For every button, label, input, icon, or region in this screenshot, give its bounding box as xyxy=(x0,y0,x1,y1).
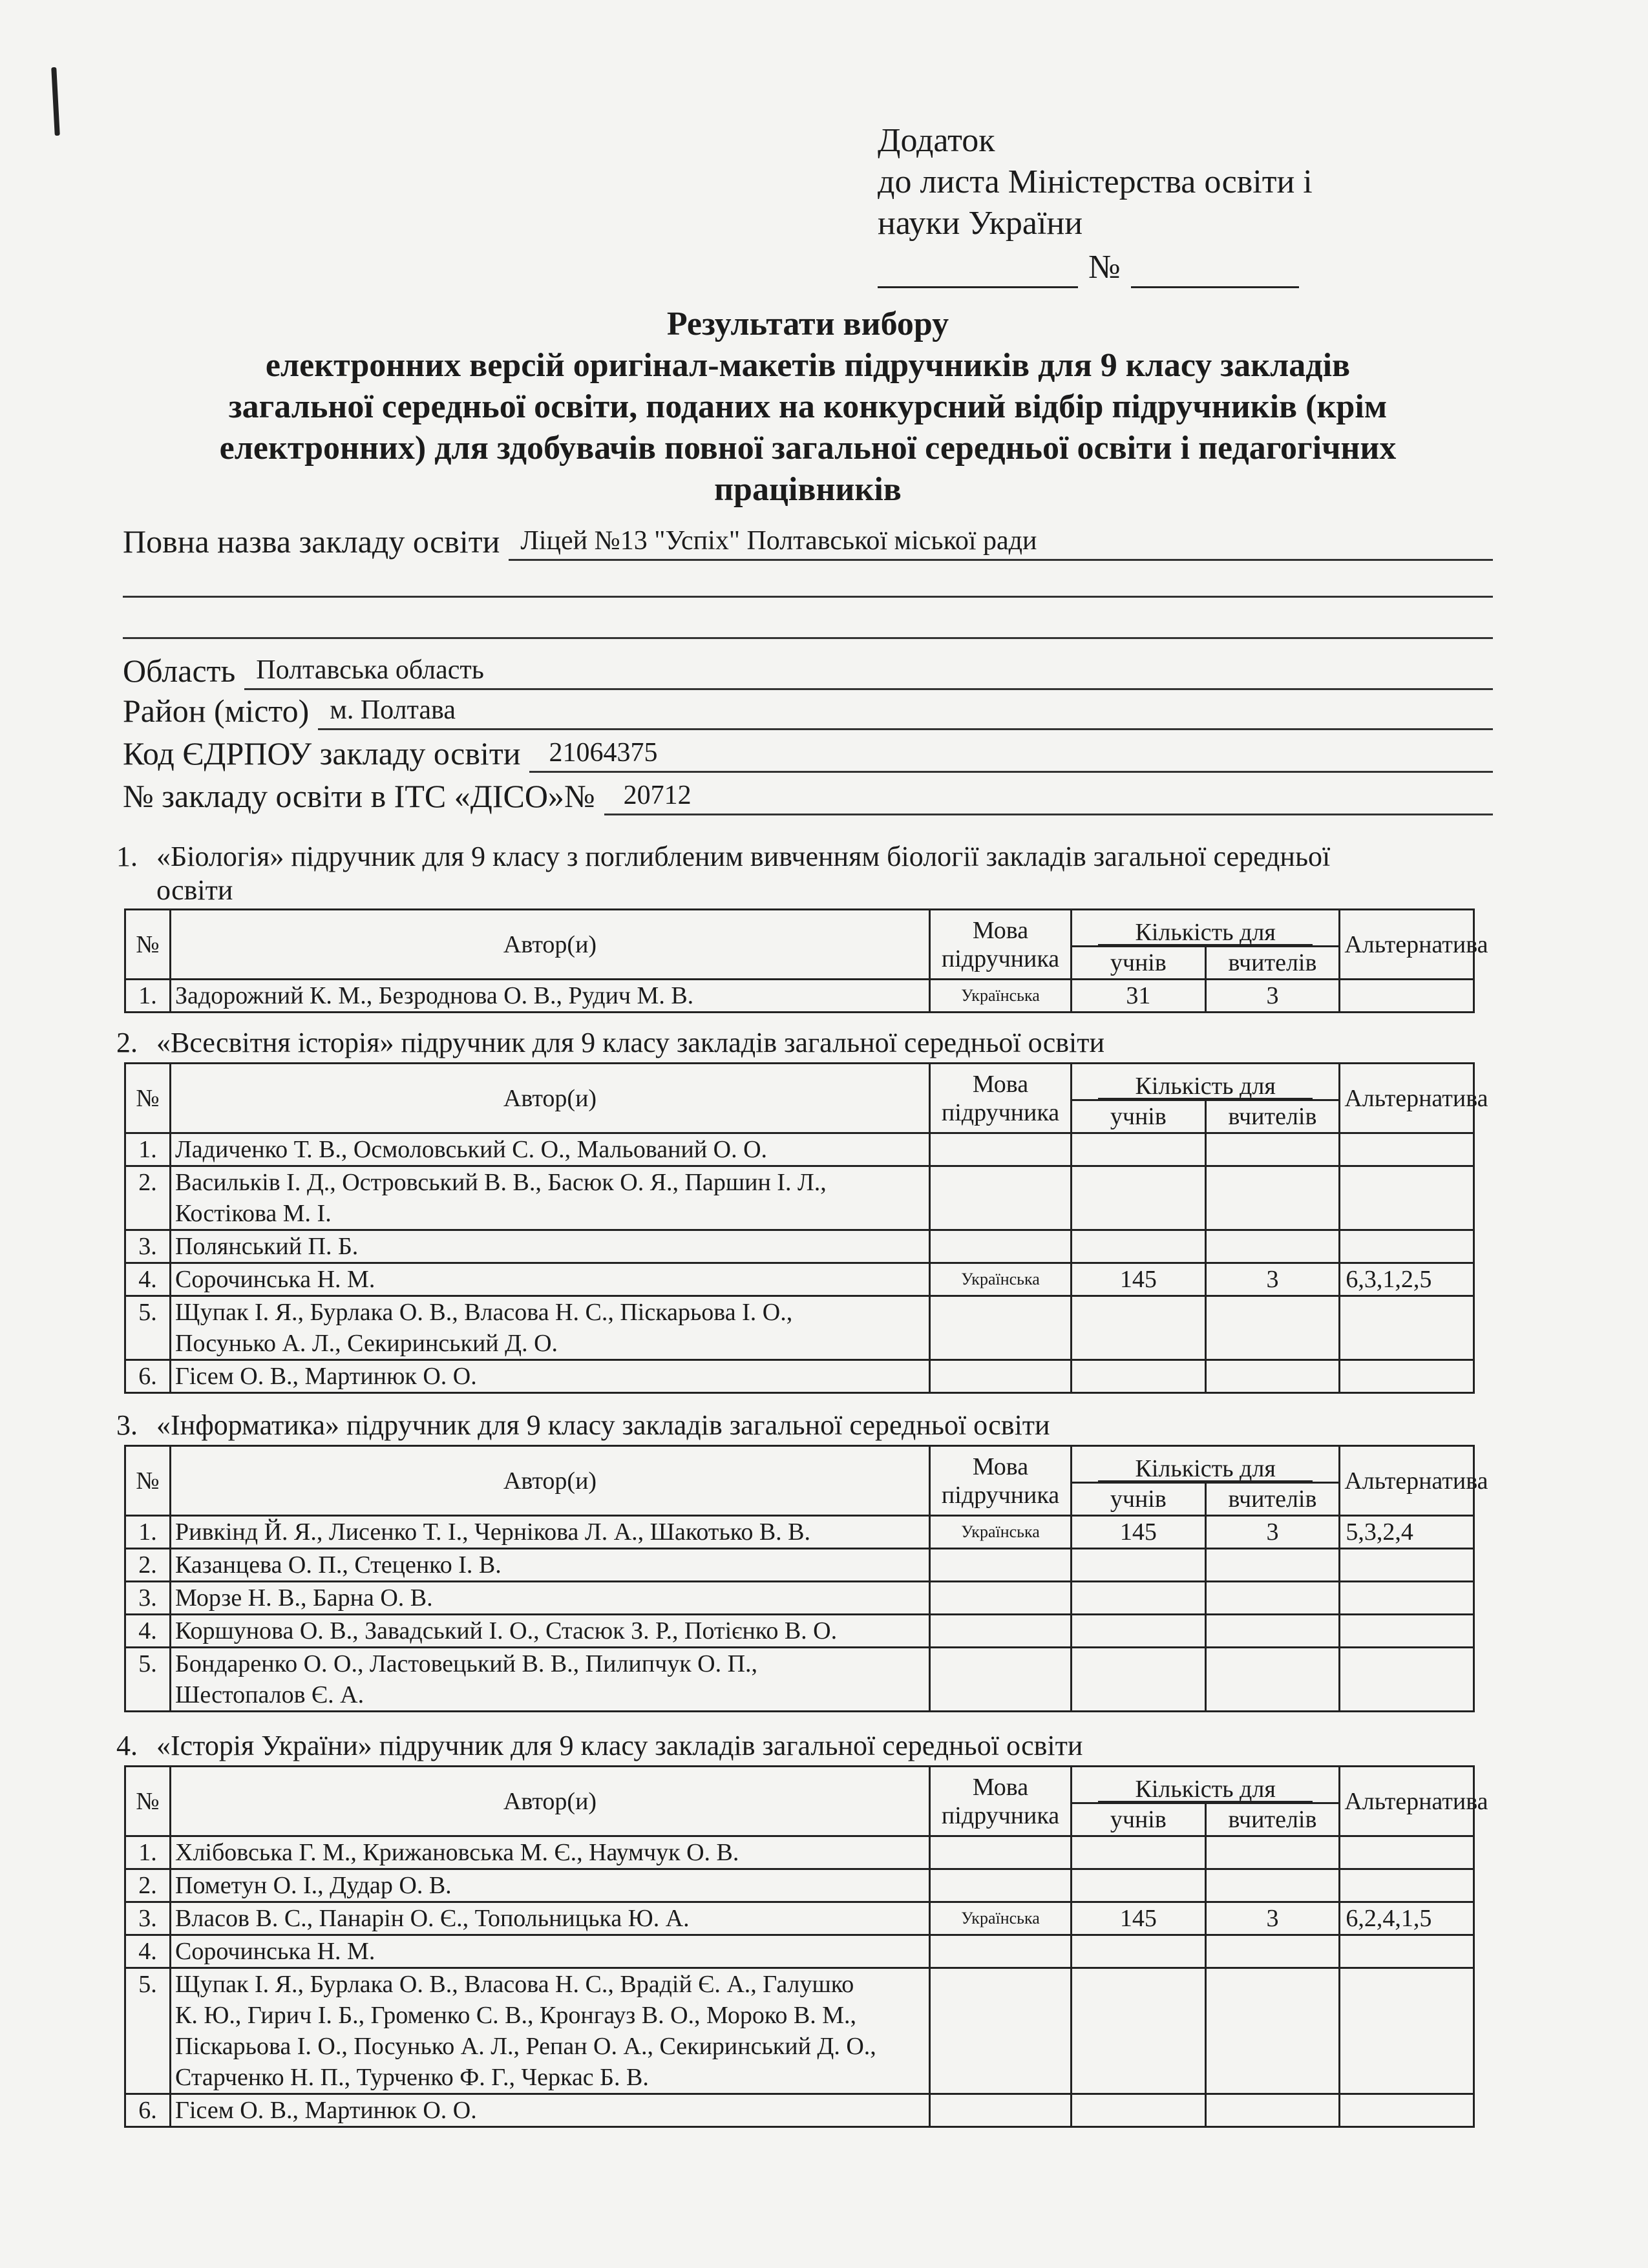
row-language[interactable]: Українська xyxy=(930,980,1072,1013)
table-row xyxy=(125,1516,1474,1549)
blank-line xyxy=(123,637,1493,639)
col-header-language-l2: підручника xyxy=(941,945,1060,972)
table-row xyxy=(125,1582,1474,1615)
row-number: 1. xyxy=(125,1133,171,1166)
row-authors: Пометун О. І., Дудар О. В. xyxy=(171,1869,930,1902)
author-line: Васильків І. Д., Островський В. В., Басюк О. Я., Паршин І. Л., xyxy=(175,1169,827,1196)
row-pupils[interactable]: 145 xyxy=(1072,1263,1206,1296)
row-alternative[interactable] xyxy=(1340,1582,1474,1615)
row-alternative[interactable] xyxy=(1340,1869,1474,1902)
title-line: загальної середньої освіти, поданих на конкурсний відбір підручників (крім xyxy=(228,388,1388,425)
col-header-quantity-label: Кількість для xyxy=(1098,1778,1313,1802)
row-number: 6. xyxy=(125,2094,171,2127)
row-authors: Хлібовська Г. М., Крижановська М. Є., Наумчук О. В. xyxy=(171,1836,930,1869)
col-header-language xyxy=(930,1767,1072,1836)
row-number: 2. xyxy=(125,1869,171,1902)
row-pupils[interactable] xyxy=(1072,1968,1206,2094)
col-header-author: Автор(и) xyxy=(171,1064,930,1133)
title-line: електронних) для здобувачів повної загальної середньої освіти і педагогічних xyxy=(219,430,1397,467)
school-name-value[interactable]: Ліцей №13 "Успіх" Полтавської міської ради xyxy=(509,523,1493,561)
row-pupils[interactable] xyxy=(1072,1615,1206,1648)
edrpou-label: Код ЄДРПОУ закладу освіти xyxy=(123,735,521,772)
author-line: Щупак І. Я., Бурлака О. В., Власова Н. С., Піскарьова І. О., xyxy=(175,1299,793,1326)
row-number: 4. xyxy=(125,1615,171,1648)
table-row xyxy=(125,1902,1474,1935)
row-teachers[interactable]: 3 xyxy=(1205,980,1340,1013)
row-language[interactable] xyxy=(930,1648,1072,1712)
title-line: електронних версій оригінал-макетів підручників для 9 класу закладів xyxy=(265,347,1351,384)
school-name-field xyxy=(123,522,1493,561)
itc-label: № закладу освіти в ІТС «ДІСО»№ xyxy=(123,778,595,814)
itc-value[interactable]: 20712 xyxy=(604,777,1493,815)
row-pupils[interactable] xyxy=(1072,1549,1206,1582)
row-authors xyxy=(171,1648,930,1712)
row-teachers[interactable] xyxy=(1205,1869,1340,1902)
row-authors: Задорожний К. М., Безроднова О. В., Рудич М. В. xyxy=(171,980,930,1013)
author-line: Шестопалов Є. А. xyxy=(175,1681,364,1708)
col-header-quantity xyxy=(1072,1064,1340,1100)
row-alternative[interactable]: 5,3,2,4 xyxy=(1340,1516,1474,1549)
col-header-author: Автор(и) xyxy=(171,1767,930,1836)
row-teachers[interactable]: 3 xyxy=(1205,1902,1340,1935)
row-pupils[interactable] xyxy=(1072,1582,1206,1615)
row-alternative[interactable] xyxy=(1340,1133,1474,1166)
document-title xyxy=(103,304,1512,510)
blank-line xyxy=(123,596,1493,598)
table-row xyxy=(125,2094,1474,2127)
row-language[interactable]: Українська xyxy=(930,1516,1072,1549)
row-teachers[interactable]: 3 xyxy=(1205,1263,1340,1296)
row-authors: Коршунова О. В., Завадський І. О., Стасюк З. Р., Потієнко В. О. xyxy=(171,1615,930,1648)
row-teachers[interactable] xyxy=(1205,1166,1340,1230)
row-teachers[interactable] xyxy=(1205,2094,1340,2127)
col-header-num: № xyxy=(125,1446,171,1516)
col-header-pupils: учнів xyxy=(1072,1483,1206,1516)
row-number: 1. xyxy=(125,1516,171,1549)
row-alternative[interactable] xyxy=(1340,1648,1474,1712)
author-line: К. Ю., Гирич І. Б., Громенко С. В., Кронгауз В. О., Мороко В. М., xyxy=(175,2002,857,2029)
table-row xyxy=(125,1133,1474,1166)
row-teachers[interactable]: 3 xyxy=(1205,1516,1340,1549)
table-row xyxy=(125,1166,1474,1230)
row-alternative[interactable] xyxy=(1340,1615,1474,1648)
row-number: 2. xyxy=(125,1549,171,1582)
registration-line xyxy=(878,247,1313,288)
section-title xyxy=(116,840,1330,907)
author-line: Старченко Н. П., Турченко Ф. Г., Черкас Б. В. xyxy=(175,2064,649,2091)
row-language[interactable] xyxy=(930,1836,1072,1869)
region-value[interactable]: Полтавська область xyxy=(244,652,1493,690)
row-alternative[interactable] xyxy=(1340,980,1474,1013)
row-authors: Ладиченко Т. В., Осмоловський С. О., Мальований О. О. xyxy=(171,1133,930,1166)
row-authors xyxy=(171,1166,930,1230)
section-title xyxy=(116,1729,1083,1763)
row-number: 4. xyxy=(125,1935,171,1968)
row-number: 5. xyxy=(125,1296,171,1360)
row-teachers[interactable] xyxy=(1205,1968,1340,2094)
section-title-text: «Інформатика» підручник для 9 класу закладів загальної середньої освіти xyxy=(156,1409,1050,1441)
number-sign: № xyxy=(1088,249,1121,286)
row-pupils[interactable] xyxy=(1072,1296,1206,1360)
region-field xyxy=(123,651,1493,690)
col-header-quantity xyxy=(1072,1767,1340,1803)
itc-field xyxy=(123,777,1493,815)
row-teachers[interactable] xyxy=(1205,1648,1340,1712)
row-teachers[interactable] xyxy=(1205,1935,1340,1968)
section-number: 3. xyxy=(116,1409,138,1441)
row-number: 3. xyxy=(125,1902,171,1935)
row-number: 2. xyxy=(125,1166,171,1230)
col-header-quantity xyxy=(1072,910,1340,947)
row-number: 6. xyxy=(125,1360,171,1393)
district-field xyxy=(123,691,1493,730)
row-teachers[interactable] xyxy=(1205,1549,1340,1582)
row-language[interactable] xyxy=(930,1230,1072,1263)
col-header-quantity-label: Кількість для xyxy=(1098,1075,1313,1099)
row-number: 4. xyxy=(125,1263,171,1296)
district-value[interactable]: м. Полтава xyxy=(318,692,1493,730)
col-header-pupils: учнів xyxy=(1072,1803,1206,1836)
table-row xyxy=(125,1230,1474,1263)
table-row xyxy=(125,1296,1474,1360)
row-teachers[interactable] xyxy=(1205,1360,1340,1393)
row-alternative[interactable]: 6,3,1,2,5 xyxy=(1340,1263,1474,1296)
author-line: Щупак І. Я., Бурлака О. В., Власова Н. С., Врадій Є. А., Галушко xyxy=(175,1971,854,1998)
table-row xyxy=(125,1615,1474,1648)
row-teachers[interactable] xyxy=(1205,1230,1340,1263)
row-alternative[interactable]: 6,2,4,1,5 xyxy=(1340,1902,1474,1935)
row-language[interactable]: Українська xyxy=(930,1263,1072,1296)
author-line: Посунько А. Л., Секиринський Д. О. xyxy=(175,1330,558,1357)
row-alternative[interactable] xyxy=(1340,1166,1474,1230)
col-header-alternative: Альтернатива xyxy=(1340,1767,1474,1836)
col-header-language-l1: Мова xyxy=(972,1453,1029,1480)
col-header-author: Автор(и) xyxy=(171,910,930,980)
col-header-quantity-label: Кількість для xyxy=(1098,1457,1313,1482)
row-language[interactable] xyxy=(930,1935,1072,1968)
row-teachers[interactable] xyxy=(1205,1133,1340,1166)
col-header-language xyxy=(930,1064,1072,1133)
section-number: 2. xyxy=(116,1027,138,1058)
row-language[interactable] xyxy=(930,1133,1072,1166)
row-number: 3. xyxy=(125,1230,171,1263)
section-title xyxy=(116,1409,1050,1442)
col-header-teachers: вчителів xyxy=(1205,1100,1340,1133)
col-header-author: Автор(и) xyxy=(171,1446,930,1516)
row-teachers[interactable] xyxy=(1205,1836,1340,1869)
col-header-num: № xyxy=(125,1064,171,1133)
row-pupils[interactable] xyxy=(1072,2094,1206,2127)
col-header-pupils: учнів xyxy=(1072,947,1206,980)
section-number: 4. xyxy=(116,1730,138,1761)
col-header-teachers: вчителів xyxy=(1205,1803,1340,1836)
edrpou-value[interactable]: 21064375 xyxy=(529,735,1493,773)
row-pupils[interactable]: 145 xyxy=(1072,1516,1206,1549)
appendix-block xyxy=(878,120,1313,288)
row-language[interactable] xyxy=(930,1615,1072,1648)
row-language[interactable] xyxy=(930,1582,1072,1615)
col-header-language-l2: підручника xyxy=(941,1098,1060,1126)
row-language[interactable] xyxy=(930,1360,1072,1393)
section-title-text: «Біологія» підручник для 9 класу з поглибленим вивченням біології закладів загальної середньої xyxy=(156,841,1331,872)
title-line: працівників xyxy=(714,471,902,508)
section-title-text: «Всесвітня історія» підручник для 9 класу закладів загальної середньої освіти xyxy=(156,1027,1105,1058)
col-header-language-l1: Мова xyxy=(972,1070,1029,1098)
row-pupils[interactable] xyxy=(1072,1230,1206,1263)
row-authors: Гісем О. В., Мартинюк О. О. xyxy=(171,2094,930,2127)
row-number: 3. xyxy=(125,1582,171,1615)
author-line: Піскарьова І. О., Посунько А. Л., Репан О. А., Секиринський Д. О., xyxy=(175,2033,876,2060)
row-number: 5. xyxy=(125,1968,171,2094)
row-alternative[interactable] xyxy=(1340,1230,1474,1263)
table-row xyxy=(125,980,1474,1013)
table-row xyxy=(125,1935,1474,1968)
row-language[interactable] xyxy=(930,1968,1072,2094)
row-pupils[interactable] xyxy=(1072,1133,1206,1166)
appendix-line: науки України xyxy=(878,205,1083,242)
section-title xyxy=(116,1026,1104,1060)
row-number: 1. xyxy=(125,1836,171,1869)
col-header-pupils: учнів xyxy=(1072,1100,1206,1133)
col-header-teachers: вчителів xyxy=(1205,947,1340,980)
row-authors: Сорочинська Н. М. xyxy=(171,1263,930,1296)
col-header-quantity xyxy=(1072,1446,1340,1483)
row-authors: Полянський П. Б. xyxy=(171,1230,930,1263)
title-line: Результати вибору xyxy=(666,306,949,342)
author-line: Костікова М. І. xyxy=(175,1200,332,1227)
row-alternative[interactable] xyxy=(1340,1360,1474,1393)
col-header-language xyxy=(930,910,1072,980)
col-header-language-l1: Мова xyxy=(972,916,1029,944)
table-row xyxy=(125,1869,1474,1902)
edrpou-field xyxy=(123,734,1493,773)
row-language[interactable]: Українська xyxy=(930,1902,1072,1935)
school-name-label: Повна назва закладу освіти xyxy=(123,523,500,560)
section-number: 1. xyxy=(116,841,138,872)
col-header-alternative: Альтернатива xyxy=(1340,910,1474,980)
col-header-teachers: вчителів xyxy=(1205,1483,1340,1516)
row-language[interactable] xyxy=(930,2094,1072,2127)
row-alternative[interactable] xyxy=(1340,1935,1474,1968)
date-blank xyxy=(878,255,1078,288)
row-language[interactable] xyxy=(930,1166,1072,1230)
row-language[interactable] xyxy=(930,1296,1072,1360)
textbook-table xyxy=(124,1765,1488,2128)
row-authors: Власов В. С., Панарін О. Є., Топольницька Ю. А. xyxy=(171,1902,930,1935)
col-header-num: № xyxy=(125,1767,171,1836)
row-alternative[interactable] xyxy=(1340,1296,1474,1360)
row-alternative[interactable] xyxy=(1340,1836,1474,1869)
col-header-num: № xyxy=(125,910,171,980)
row-authors: Гісем О. В., Мартинюк О. О. xyxy=(171,1360,930,1393)
row-pupils[interactable] xyxy=(1072,1935,1206,1968)
row-alternative[interactable] xyxy=(1340,2094,1474,2127)
margin-pen-mark xyxy=(51,67,60,136)
row-pupils[interactable] xyxy=(1072,1836,1206,1869)
row-language[interactable] xyxy=(930,1869,1072,1902)
appendix-line: до листа Міністерства освіти і xyxy=(878,163,1313,200)
table-row xyxy=(125,1968,1474,2094)
number-blank xyxy=(1131,255,1299,288)
row-alternative[interactable] xyxy=(1340,1968,1474,2094)
row-number: 5. xyxy=(125,1648,171,1712)
row-teachers[interactable] xyxy=(1205,1582,1340,1615)
textbook-table xyxy=(124,908,1488,1013)
textbook-table xyxy=(124,1062,1488,1394)
row-authors: Морзе Н. В., Барна О. В. xyxy=(171,1582,930,1615)
row-teachers[interactable] xyxy=(1205,1296,1340,1360)
col-header-quantity-label: Кількість для xyxy=(1098,921,1313,945)
row-language[interactable] xyxy=(930,1549,1072,1582)
row-number: 1. xyxy=(125,980,171,1013)
col-header-alternative: Альтернатива xyxy=(1340,1064,1474,1133)
row-pupils[interactable] xyxy=(1072,1648,1206,1712)
section-title-text: освіти xyxy=(156,874,233,906)
row-pupils[interactable] xyxy=(1072,1869,1206,1902)
row-pupils[interactable] xyxy=(1072,1360,1206,1393)
row-authors: Сорочинська Н. М. xyxy=(171,1935,930,1968)
col-header-language-l2: підручника xyxy=(941,1481,1060,1509)
row-pupils[interactable] xyxy=(1072,1166,1206,1230)
col-header-language-l2: підручника xyxy=(941,1801,1060,1829)
row-authors xyxy=(171,1296,930,1360)
row-authors xyxy=(171,1968,930,2094)
col-header-language-l1: Мова xyxy=(972,1773,1029,1801)
col-header-language xyxy=(930,1446,1072,1516)
appendix-title: Додаток xyxy=(878,122,995,159)
table-row xyxy=(125,1360,1474,1393)
section-title-text: «Історія України» підручник для 9 класу закладів загальної середньої освіти xyxy=(156,1730,1083,1761)
textbook-table xyxy=(124,1445,1488,1712)
table-row xyxy=(125,1549,1474,1582)
row-authors: Казанцева О. П., Стеценко І. В. xyxy=(171,1549,930,1582)
table-row xyxy=(125,1648,1474,1712)
table-row xyxy=(125,1836,1474,1869)
district-label: Район (місто) xyxy=(123,693,310,729)
region-label: Область xyxy=(123,653,236,689)
row-alternative[interactable] xyxy=(1340,1549,1474,1582)
table-row xyxy=(125,1263,1474,1296)
row-authors: Ривкінд Й. Я., Лисенко Т. І., Чернікова Л. А., Шакотько В. В. xyxy=(171,1516,930,1549)
row-pupils[interactable]: 145 xyxy=(1072,1902,1206,1935)
author-line: Бондаренко О. О., Ластовецький В. В., Пилипчук О. П., xyxy=(175,1650,758,1677)
row-teachers[interactable] xyxy=(1205,1615,1340,1648)
col-header-alternative: Альтернатива xyxy=(1340,1446,1474,1516)
row-pupils[interactable]: 31 xyxy=(1072,980,1206,1013)
